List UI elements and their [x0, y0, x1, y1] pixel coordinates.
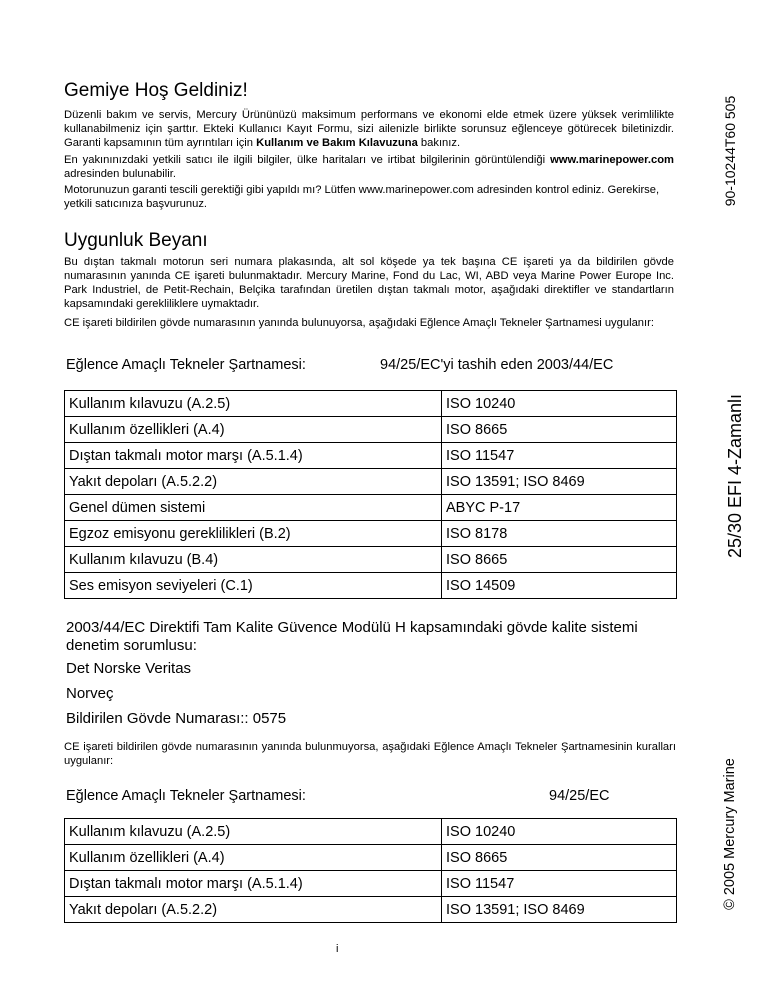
standard-cell: ISO 10240 [442, 819, 677, 845]
conformity-paragraph-2: CE işareti bildirilen gövde numarasının yanında bulunuyorsa, aşağıdaki Eğlence Amaçlı Tekneler Şartnamesi uygulanır: [64, 317, 654, 329]
welcome-paragraph-2 [64, 153, 674, 181]
table-row [65, 469, 677, 495]
manual-reference: Kullanım ve Bakım Kılavuzuna [256, 137, 418, 149]
table-row [65, 547, 677, 573]
welcome-paragraph-1-text: Düzenli bakım ve servis, Mercury Ürününüzü maksimum performans ve ekonomi elde etmek üzere yüksek verimlilikte kullanabilmeniz için şarttır. Ekteki Kullanıcı Kayıt Formu, sizi ailenizle birlikte sorunsuz eğlenceye götürecek biletinizdir. Garanti kapsamının tüm ayrıntıları için [64, 109, 674, 149]
notified-body-country: Norveç [66, 685, 114, 702]
standard-cell: ISO 8178 [442, 521, 677, 547]
document-number: 90-10244T60 505 [722, 95, 738, 207]
standards-table-2 [64, 818, 677, 923]
spec2-value: 94/25/EC [549, 788, 610, 804]
requirement-cell: Kullanım kılavuzu (A.2.5) [65, 391, 442, 417]
standard-cell: ISO 8665 [442, 417, 677, 443]
requirement-cell: Dıştan takmalı motor marşı (A.5.1.4) [65, 871, 442, 897]
table-row [65, 897, 677, 923]
welcome-paragraph-1 [64, 108, 674, 150]
requirement-cell: Kullanım kılavuzu (A.2.5) [65, 819, 442, 845]
table-row [65, 495, 677, 521]
conformity-title: Uygunluk Beyanı [64, 230, 208, 251]
notified-body-number: Bildirilen Gövde Numarası:: 0575 [66, 710, 287, 727]
spec1-value: 94/25/EC'yi tashih eden 2003/44/EC [380, 357, 614, 373]
welcome-paragraph-3: Motorunuzun garanti tescili gerektiği gibi yapıldı mı? Lütfen www.marinepower.com adresinden kontrol ediniz. Gerekirse, yetkili satıcınıza başvurunuz. [64, 184, 660, 210]
requirement-cell: Yakıt depoları (A.5.2.2) [65, 469, 442, 495]
standard-cell: ISO 11547 [442, 443, 677, 469]
table-row [65, 819, 677, 845]
standard-cell: ISO 13591; ISO 8469 [442, 469, 677, 495]
welcome-paragraph-2-text: En yakınınızdaki yetkili satıcı ile ilgili bilgiler, ülke haritaları ve irtibat bilgilerinin görüntülendiği [64, 154, 546, 166]
spec1-label: Eğlence Amaçlı Tekneler Şartnamesi: [66, 357, 306, 373]
table-row [65, 391, 677, 417]
table-row [65, 417, 677, 443]
standard-cell: ISO 14509 [442, 573, 677, 599]
page-number: i [336, 943, 339, 955]
welcome-paragraph-1-end: bakınız. [420, 137, 461, 149]
standard-cell: ABYC P-17 [442, 495, 677, 521]
standards-table-1 [64, 390, 677, 599]
requirement-cell: Yakıt depoları (A.5.2.2) [65, 897, 442, 923]
spec2-label: Eğlence Amaçlı Tekneler Şartnamesi: [66, 788, 306, 804]
module-h-text: 2003/44/EC Direktifi Tam Kalite Güvence Modülü H kapsamındaki gövde kalite sistemi denetim sorumlusu: [66, 619, 638, 654]
table-row [65, 871, 677, 897]
conformity-paragraph-3: CE işareti bildirilen gövde numarasının yanında bulunmuyorsa, aşağıdaki Eğlence Amaçlı Tekneler Şartnamesinin kuralları uygulanır: [64, 741, 676, 767]
standard-cell: ISO 10240 [442, 391, 677, 417]
requirement-cell: Kullanım özellikleri (A.4) [65, 845, 442, 871]
table-row [65, 443, 677, 469]
requirement-cell: Kullanım kılavuzu (B.4) [65, 547, 442, 573]
website-link[interactable]: www.marinepower.com [550, 154, 674, 166]
standard-cell: ISO 8665 [442, 845, 677, 871]
standard-cell: ISO 13591; ISO 8469 [442, 897, 677, 923]
welcome-title: Gemiye Hoş Geldiniz! [64, 80, 248, 101]
requirement-cell: Dıştan takmalı motor marşı (A.5.1.4) [65, 443, 442, 469]
requirement-cell: Ses emisyon seviyeleri (C.1) [65, 573, 442, 599]
standard-cell: ISO 8665 [442, 547, 677, 573]
engine-model: 25/30 EFI 4-Zamanlı [725, 393, 745, 559]
conformity-paragraph-1: Bu dıştan takmalı motorun seri numara plakasında, alt sol köşede ya tek başına CE işareti ya da bildirilen gövde numarasının yanında CE işareti bulunmaktadır. Mercury Marine, Fond du Lac, WI, ABD veya Marine Power Europe Inc. Park Industriel, de Petit-Rechain, Belçika tarafından üretilen dıştan takmalı motor, aşağıdaki direktifler ve standartların kapsamındaki gerekliliklere uymaktadır. [64, 256, 674, 310]
requirement-cell: Egzoz emisyonu gereklilikleri (B.2) [65, 521, 442, 547]
table-row [65, 521, 677, 547]
requirement-cell: Genel dümen sistemi [65, 495, 442, 521]
welcome-paragraph-2-end: adresinden bulunabilir. [64, 168, 176, 180]
copyright-notice: © 2005 Mercury Marine [722, 758, 738, 910]
table-row [65, 845, 677, 871]
requirement-cell: Kullanım özellikleri (A.4) [65, 417, 442, 443]
standard-cell: ISO 11547 [442, 871, 677, 897]
table-row [65, 573, 677, 599]
notified-body-name: Det Norske Veritas [66, 660, 192, 677]
